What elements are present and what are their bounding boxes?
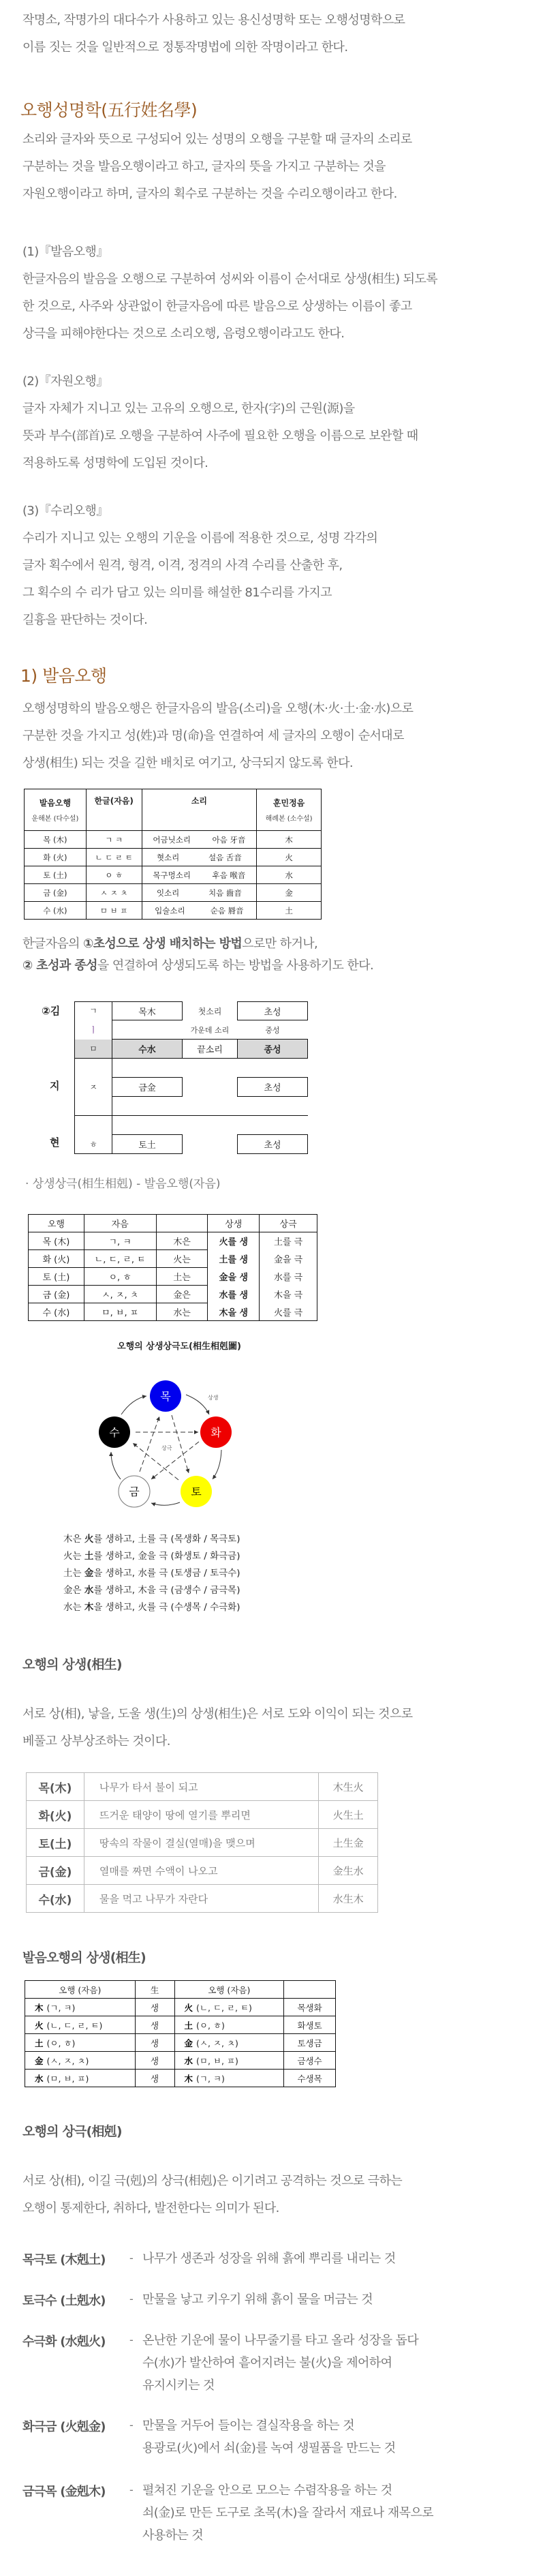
balum-sangsaeng-table [25,1980,336,2087]
table-header-row [29,1215,317,1232]
jamo-cell: ㅅ, ㅈ, ㅊ [84,1286,156,1303]
element-hanja: 木 [35,2002,44,2013]
target-element-cell [174,1999,284,2016]
subsection-jawon [22,368,418,477]
sangsaeng-cell: 金을 생 [208,1268,260,1286]
description-cell: 열매를 짜면 수액이 나오고 [84,1857,318,1885]
header-cell [284,1981,336,1999]
arrow-mok-to [172,1415,189,1473]
dash-separator: - [129,2333,134,2346]
header-cell: 한글(자음) [86,789,142,831]
sound-cell [142,866,257,884]
sound-hanja: 후음 喉音 [212,870,246,880]
cycle-rest: 을 생하고, 水를 극 (토생금 / 토극수) [93,1568,240,1579]
sanggeuk-cell: 火를 극 [260,1303,317,1321]
text-line: 오행이 통제한다, 취하다, 발전한다는 의미가 된다. [22,2201,279,2215]
text-line: 소리와 글자와 뜻으로 구성되어 있는 성명의 오행을 구분할 때 글자의 소리로 [22,132,412,147]
sanggeuk-item-label: 화극금 (火剋金) [22,2420,106,2434]
element-box: 토土 [112,1134,183,1154]
sanggeuk-item-description [142,2247,396,2270]
table-row [29,1303,317,1321]
sound-korean: 잇소리 [156,888,180,898]
element-jamo: (ㅇ, ㅎ) [46,2037,76,2048]
cycle-subject: 火는 [63,1551,84,1562]
text-line: 베풀고 상부상조하는 것이다. [22,1734,170,1748]
sanggeuk-label: 상극 [161,1445,172,1451]
initial-final-example-diagram [42,1001,313,1155]
saeng-cell: 생 [135,2052,174,2070]
cycle-line [63,1582,240,1599]
description-cell: 땅속의 작물이 결실(열매)을 맺으며 [84,1829,318,1857]
text-line: 유지시키는 것 [142,2378,215,2393]
element-jamo: (ㅁ, ㅂ, ㅍ) [196,2055,238,2066]
element-box: 금金 [112,1077,183,1097]
balum-paragraph [22,695,413,777]
table-header-row [25,789,322,831]
relation-cell: 金生水 [319,1857,378,1885]
relation-cell: 금생수 [284,2052,336,2070]
element-node-label: 목 [160,1390,171,1403]
relation-cell: 土生金 [319,1829,378,1857]
table-row [29,1286,317,1303]
subject-cell: 土는 [156,1268,208,1286]
sound-label: 가운데 소리 [190,1025,230,1035]
hunminjeongeum-cell: 火 [257,849,322,866]
description-cell: 나무가 타서 불이 되고 [84,1773,318,1801]
element-node-label: 토 [191,1485,202,1498]
sangsaeng-sanggeuk-table [28,1214,317,1321]
text-line: 온난한 기운에 물이 나무줄기를 타고 올라 성장을 돕다 [142,2333,419,2348]
jamo-cell: ㅁ [75,1040,112,1058]
jamo-cell: ㅁ, ㅂ, ㅍ [84,1303,156,1321]
element-hanja: 水 [35,2073,44,2084]
description-cell: 뜨거운 태양이 땅에 열기를 뿌리면 [84,1801,318,1829]
table-row [27,1829,378,1857]
sanggeuk-item-label: 토극수 (土剋水) [22,2294,106,2308]
cycle-rest: 를 생하고, 金을 극 (화생토 / 화극금) [93,1551,240,1562]
sound-korean: 목구멍소리 [153,870,191,880]
sangsaeng-table [26,1772,378,1913]
balum-sangsaeng-title: 발음오행의 상생(相生) [22,1950,146,1965]
text-line: 구분한 것을 가지고 성(姓)과 명(命)을 연결하여 세 글자의 오행이 순서대로 [22,729,404,743]
table-row [25,831,322,849]
text-line: 수(水)가 발산하여 흩어지려는 불(火)을 제어하여 [142,2356,392,2370]
name-char: ②김 [42,1005,61,1017]
table-row [25,2016,336,2034]
element-jamo: (ㄱ, ㅋ) [196,2073,225,2084]
name-char: 지 [50,1080,60,1092]
element-hanja: 金 [35,2055,44,2066]
sanggeuk-cell: 金을 극 [260,1250,317,1268]
ohaeng-cell: 금 (金) [29,1286,84,1303]
element-jamo: (ㅇ, ㅎ) [196,2020,225,2031]
subject-cell: 水는 [156,1303,208,1321]
text-line: 사용하는 것 [142,2528,204,2543]
subsection-balum [22,239,437,348]
sangsaeng-cell: 火를 생 [208,1232,260,1250]
text-line: 글자 자체가 지니고 있는 고유의 오행으로, 한자(字)의 근원(源)을 [22,401,355,416]
sanggeuk-item-description [142,2288,373,2311]
text-line: 한글자음의 발음을 오행으로 구분하여 성씨와 이름이 순서대로 상생(相生) 되도록 [22,272,438,286]
jamo-cell: ㅣ [89,1025,97,1035]
jamo-cell: ㅅ ㅈ ㅊ [86,884,142,902]
balum-ohaeng-table [24,789,322,920]
subject-cell: 金은 [156,1286,208,1303]
ohaeng-cycle-diagram [0,1336,545,1513]
method-post: 을 연결하여 상생되도록 하는 방법을 사용하기도 한다. [97,958,374,973]
text-line: 펼쳐진 기운을 안으로 모으는 수렴작용을 하는 것 [142,2483,392,2498]
text-line: 상생(相生) 되는 것을 길한 배치로 여기고, 상극되지 않도록 한다. [22,756,353,770]
hunminjeongeum-cell: 水 [257,866,322,884]
text-line: 상극을 피해야한다는 것으로 소리오행, 음령오행이라고도 한다. [22,327,345,341]
position-box: 초성 [237,1134,308,1154]
header-subtext: 운해본 (다수설) [31,815,79,823]
arrow-su-mok [121,1396,146,1414]
arrow-to-geum [151,1502,180,1505]
element-node-label: 화 [211,1426,221,1439]
sanggeuk-cell: 木을 극 [260,1286,317,1303]
saeng-cell: 생 [135,1999,174,2016]
text-line: 적용하도록 성명학에 도입된 것이다. [22,456,208,470]
text-line: 구분하는 것을 발음오행이라고 하고, 글자의 뜻을 가지고 구분하는 것을 [22,160,386,174]
header-cell: 生 [135,1981,174,1999]
hunminjeongeum-cell: 金 [257,884,322,902]
balum-methods [22,933,373,977]
arrow-geum-mok [140,1416,159,1472]
dash-separator: - [129,2292,134,2305]
element-hanja: 金 [184,2037,193,2048]
cycle-generated: 金 [84,1568,94,1579]
jamo-cell: ㄱ ㅋ [86,831,142,849]
arrow-mok-hwa [186,1395,209,1414]
sanggeuk-title: 오행의 상극(相剋) [22,2124,122,2139]
cycle-rest: 를 생하고, 木을 극 (금생수 / 금극목) [93,1585,240,1596]
text-line: 오행성명학의 발음오행은 한글자음의 발음(소리)을 오행(木·火·土·金·水)으로 [22,701,414,716]
sound-korean: 입술소리 [155,905,185,915]
subsection-title: (3)『수리오행』 [22,504,108,518]
element-jamo: (ㅁ, ㅂ, ㅍ) [46,2073,89,2084]
header-cell: 훈민정음 [272,798,305,808]
cycle-generated: 土 [84,1551,94,1562]
table-row [29,1232,317,1250]
table-row [25,2052,336,2070]
method-emphasis: ①초성으로 상생 배치하는 방법 [83,937,243,951]
table-row [27,1857,378,1885]
table-row [29,1250,317,1268]
hunminjeongeum-cell: 木 [257,831,322,849]
sound-hanja: 설음 舌音 [208,852,242,862]
jamo-cell: ㄴ ㄷ ㄹ ㅌ [86,849,142,866]
cycle-generated: 水 [84,1585,94,1596]
subject-cell: 木은 [156,1232,208,1250]
sangsaeng-cell: 木을 생 [208,1303,260,1321]
position-box: 종성 [237,1039,308,1059]
sound-label: 끝소리 [182,1039,238,1059]
table-row [27,1773,378,1801]
ohaeng-cell: 수 (水) [29,1303,84,1321]
element-box: 수水 [112,1039,183,1059]
sangsaeng-label: 상생 [208,1395,219,1401]
arrow-hwa-geum [151,1442,199,1479]
text-line: 이름 짓는 것을 일반적으로 정통작명법에 의한 작명이라고 한다. [22,40,348,55]
header-cell: 오행 (자음) [25,1981,136,1999]
element-hanja: 火 [35,2020,44,2031]
jamo-cell: ㅎ [89,1139,97,1149]
cycle-rest: 을 생하고, 火를 극 (수생목 / 수극화) [93,1602,240,1613]
hunminjeongeum-cell: 土 [257,902,322,920]
table-row [25,2034,336,2052]
text-line: 서로 상(相), 낳을, 도울 생(生)의 상생(相生)은 서로 도와 이익이 되는 것으로 [22,1707,413,1721]
cycle-line [63,1565,240,1582]
jamo-cell: ㄱ, ㅋ [84,1232,156,1250]
jamo-cell: ㅇ, ㅎ [84,1268,156,1286]
saeng-cell: 생 [135,2034,174,2052]
sangsaeng-sanggeuk-label: · 상생상극(相生相剋) - 발음오행(자음) [25,1177,221,1191]
sangsaeng-cell: 土를 생 [208,1250,260,1268]
text-line: 수리가 지니고 있는 오행의 기운을 이름에 적용한 것으로, 성명 각각의 [22,531,378,545]
jamo-cell: ㅈ [89,1082,97,1092]
cycle-subject: 木은 [63,1534,84,1545]
ohaeng-cell: 화 (火) [25,849,87,866]
table-row [25,2070,336,2087]
table-row [25,884,322,902]
element-hanja: 土 [184,2020,193,2031]
header-cell: 상극 [260,1215,317,1232]
subject-cell: 火는 [156,1250,208,1268]
relation-cell: 水生木 [319,1885,378,1913]
relation-cell: 토생금 [284,2034,336,2052]
sound-cell [142,831,257,849]
intro-paragraph [22,7,405,61]
cycle-subject: 土는 [63,1568,84,1579]
sanggeuk-cell: 水를 극 [260,1268,317,1286]
header-subtext: 해례본 (소수설) [265,815,313,823]
element-jamo: (ㄱ, ㅋ) [46,2002,76,2013]
sound-hanja: 아음 牙音 [212,834,246,845]
cycle-line [63,1599,240,1616]
section-title-balum: 1) 발음오행 [20,666,107,686]
source-element-cell [25,1999,136,2016]
target-element-cell [174,2034,284,2052]
subsection-body [22,525,377,634]
sound-korean: 어금닛소리 [153,834,191,845]
subsection-suri [22,498,377,634]
cycle-line [63,1548,240,1565]
element-cell: 목(木) [27,1773,84,1801]
cycle-subject: 金은 [63,1585,84,1596]
text-line: 만물을 낳고 키우기 위해 흙이 물을 머금는 것 [142,2292,373,2307]
cycle-description [63,1531,240,1616]
header-cell: 오행 (자음) [174,1981,284,1999]
ohaeng-paragraph [22,126,412,208]
relation-cell: 火生土 [319,1801,378,1829]
diagram-title: 오행의 상생상극도(相生相剋圖) [117,1342,241,1352]
text-line: 만물을 거두어 들이는 결실작용을 하는 것 [142,2419,355,2433]
sangsaeng-paragraph [22,1701,413,1755]
header-cell: 발음오행 [39,798,72,808]
saeng-cell: 생 [135,2070,174,2087]
element-hanja: 火 [184,2002,193,2013]
position-box: 초성 [237,1001,308,1020]
element-cell: 토(土) [27,1829,84,1857]
table-row [27,1885,378,1913]
jamo-cell: ㅇ ㅎ [86,866,142,884]
sanggeuk-item-label: 수극화 (水剋火) [22,2335,106,2349]
sanggeuk-item-label: 목극토 (木剋土) [22,2253,106,2267]
table-row [27,1801,378,1829]
ohaeng-cell: 토 (土) [25,866,87,884]
ohaeng-cell: 목 (木) [25,831,87,849]
table-row [25,1999,336,2016]
position-box: 초성 [237,1077,308,1097]
target-element-cell [174,2070,284,2087]
table-row [29,1268,317,1286]
sanggeuk-item-description [142,2329,418,2397]
section-title-ohaeng: 오행성명학(五行姓名學) [20,100,198,120]
table-header-row [25,1981,336,1999]
description-cell: 물을 먹고 나무가 자란다 [84,1885,318,1913]
source-element-cell [25,2070,136,2087]
table-row [25,849,322,866]
relation-cell: 木生火 [319,1773,378,1801]
element-box: 목木 [112,1001,183,1020]
sound-label: 첫소리 [198,1006,222,1016]
header-cell: 상생 [208,1215,260,1232]
sanggeuk-paragraph [22,2168,402,2222]
ohaeng-cell: 목 (木) [29,1232,84,1250]
dash-separator: - [129,2483,134,2496]
header-cell: 자음 [84,1215,156,1232]
text-line: 한 것으로, 사주와 상관없이 한글자음에 따른 발음으로 상생하는 이름이 좋고 [22,299,412,314]
element-jamo: (ㄴ, ㄷ, ㄹ, ㅌ) [46,2020,103,2031]
sound-korean: 혓소리 [156,852,180,862]
relation-cell: 수생목 [284,2070,336,2087]
sangsaeng-cell: 水를 생 [208,1286,260,1303]
text-line: 서로 상(相), 이길 극(剋)의 상극(相剋)은 이기려고 공격하는 것으로 극하는 [22,2174,403,2188]
jamo-cell: ㅁ ㅂ ㅍ [86,902,142,920]
target-element-cell [174,2016,284,2034]
source-element-cell [25,2016,136,2034]
sound-hanja: 순음 脣音 [210,905,244,915]
sanggeuk-item-label: 금극목 (金剋木) [22,2485,106,2499]
sound-hanja: 치음 齒音 [208,888,242,898]
subsection-title: (1)『발음오행』 [22,245,108,259]
method-emphasis: ② 초성과 종성 [22,958,97,973]
table-row [25,902,322,920]
element-jamo: (ㅅ, ㅈ, ㅊ) [46,2055,89,2066]
arrow-hwa-to [213,1450,221,1479]
target-element-cell [174,2052,284,2070]
element-node-label: 수 [109,1426,120,1439]
text-line: 쇠(金)로 만든 도구로 초목(木)을 잘라서 재료나 재목으로 [142,2506,433,2520]
ohaeng-cell: 토 (土) [29,1268,84,1286]
ohaeng-cell: 수 (水) [25,902,87,920]
method-line [22,933,373,955]
method-post: 으로만 하거나, [242,937,318,951]
cycle-generated: 木 [84,1602,94,1613]
element-cell: 금(金) [27,1857,84,1885]
arrow-geum-su [111,1452,121,1479]
sound-cell [142,884,257,902]
element-hanja: 木 [184,2073,193,2084]
position-label: 중성 [265,1025,280,1035]
subsection-body [22,266,437,348]
element-cell: 수(水) [27,1885,84,1913]
text-line: 나무가 생존과 성장을 위해 흙에 뿌리를 내리는 것 [142,2252,396,2266]
text-line: 글자 획수에서 원격, 형격, 이격, 정격의 사격 수리를 산출한 후, [22,558,343,573]
sound-cell [142,849,257,866]
source-element-cell [25,2052,136,2070]
name-char: 현 [50,1136,60,1149]
ohaeng-cell: 금 (金) [25,884,87,902]
element-cell: 화(火) [27,1801,84,1829]
method-pre: 한글자음의 [22,937,84,951]
relation-cell: 화생토 [284,2016,336,2034]
cycle-subject: 水는 [63,1602,84,1613]
sanggeuk-item-description [142,2414,396,2459]
cycle-rest: 를 생하고, 土를 극 (목생화 / 목극토) [93,1534,240,1545]
text-line: 용광로(火)에서 쇠(金)를 녹여 생필품을 만드는 것 [142,2441,396,2455]
sangsaeng-title: 오행의 상생(相生) [22,1657,122,1672]
text-line: 작명소, 작명가의 대다수가 사용하고 있는 용신성명학 또는 오행성명학으로 [22,13,405,27]
sanggeuk-cell: 土를 극 [260,1232,317,1250]
source-element-cell [25,2034,136,2052]
method-line [22,955,373,977]
jamo-cell: ㄴ, ㄷ, ㄹ, ㅌ [84,1250,156,1268]
dash-separator: - [129,2252,134,2264]
ohaeng-cell: 화 (火) [29,1250,84,1268]
text-line: 그 획수의 수 리가 담고 있는 의미를 해설한 81수리를 가지고 [22,586,332,600]
text-line: 뜻과 부수(部首)로 오행을 구분하여 사주에 필요한 오행을 이름으로 보완할 때 [22,429,418,443]
cycle-line [63,1531,240,1548]
element-hanja: 土 [35,2037,44,2048]
element-hanja: 水 [184,2055,193,2066]
header-cell [156,1215,208,1232]
cycle-generated: 火 [84,1534,94,1545]
element-node-label: 금 [129,1485,140,1498]
table-row [25,866,322,884]
header-cell: 오행 [29,1215,84,1232]
text-line: 자원오행이라고 하며, 글자의 획수로 구분하는 것을 수리오행이라고 한다. [22,187,397,201]
subsection-body [22,395,418,477]
header-cell: 소리 [142,789,257,831]
sound-cell [142,902,257,920]
text-line: 길흉을 판단하는 것이다. [22,613,148,627]
subsection-title: (2)『자원오행』 [22,374,108,389]
element-jamo: (ㅅ, ㅈ, ㅊ) [196,2037,238,2048]
element-jamo: (ㄴ, ㄷ, ㄹ, ㅌ) [196,2002,252,2013]
saeng-cell: 생 [135,2016,174,2034]
relation-cell: 목생화 [284,1999,336,2016]
dash-separator: - [129,2419,134,2431]
jamo-cell: ㄱ [89,1006,97,1016]
sanggeuk-item-description [142,2479,433,2547]
